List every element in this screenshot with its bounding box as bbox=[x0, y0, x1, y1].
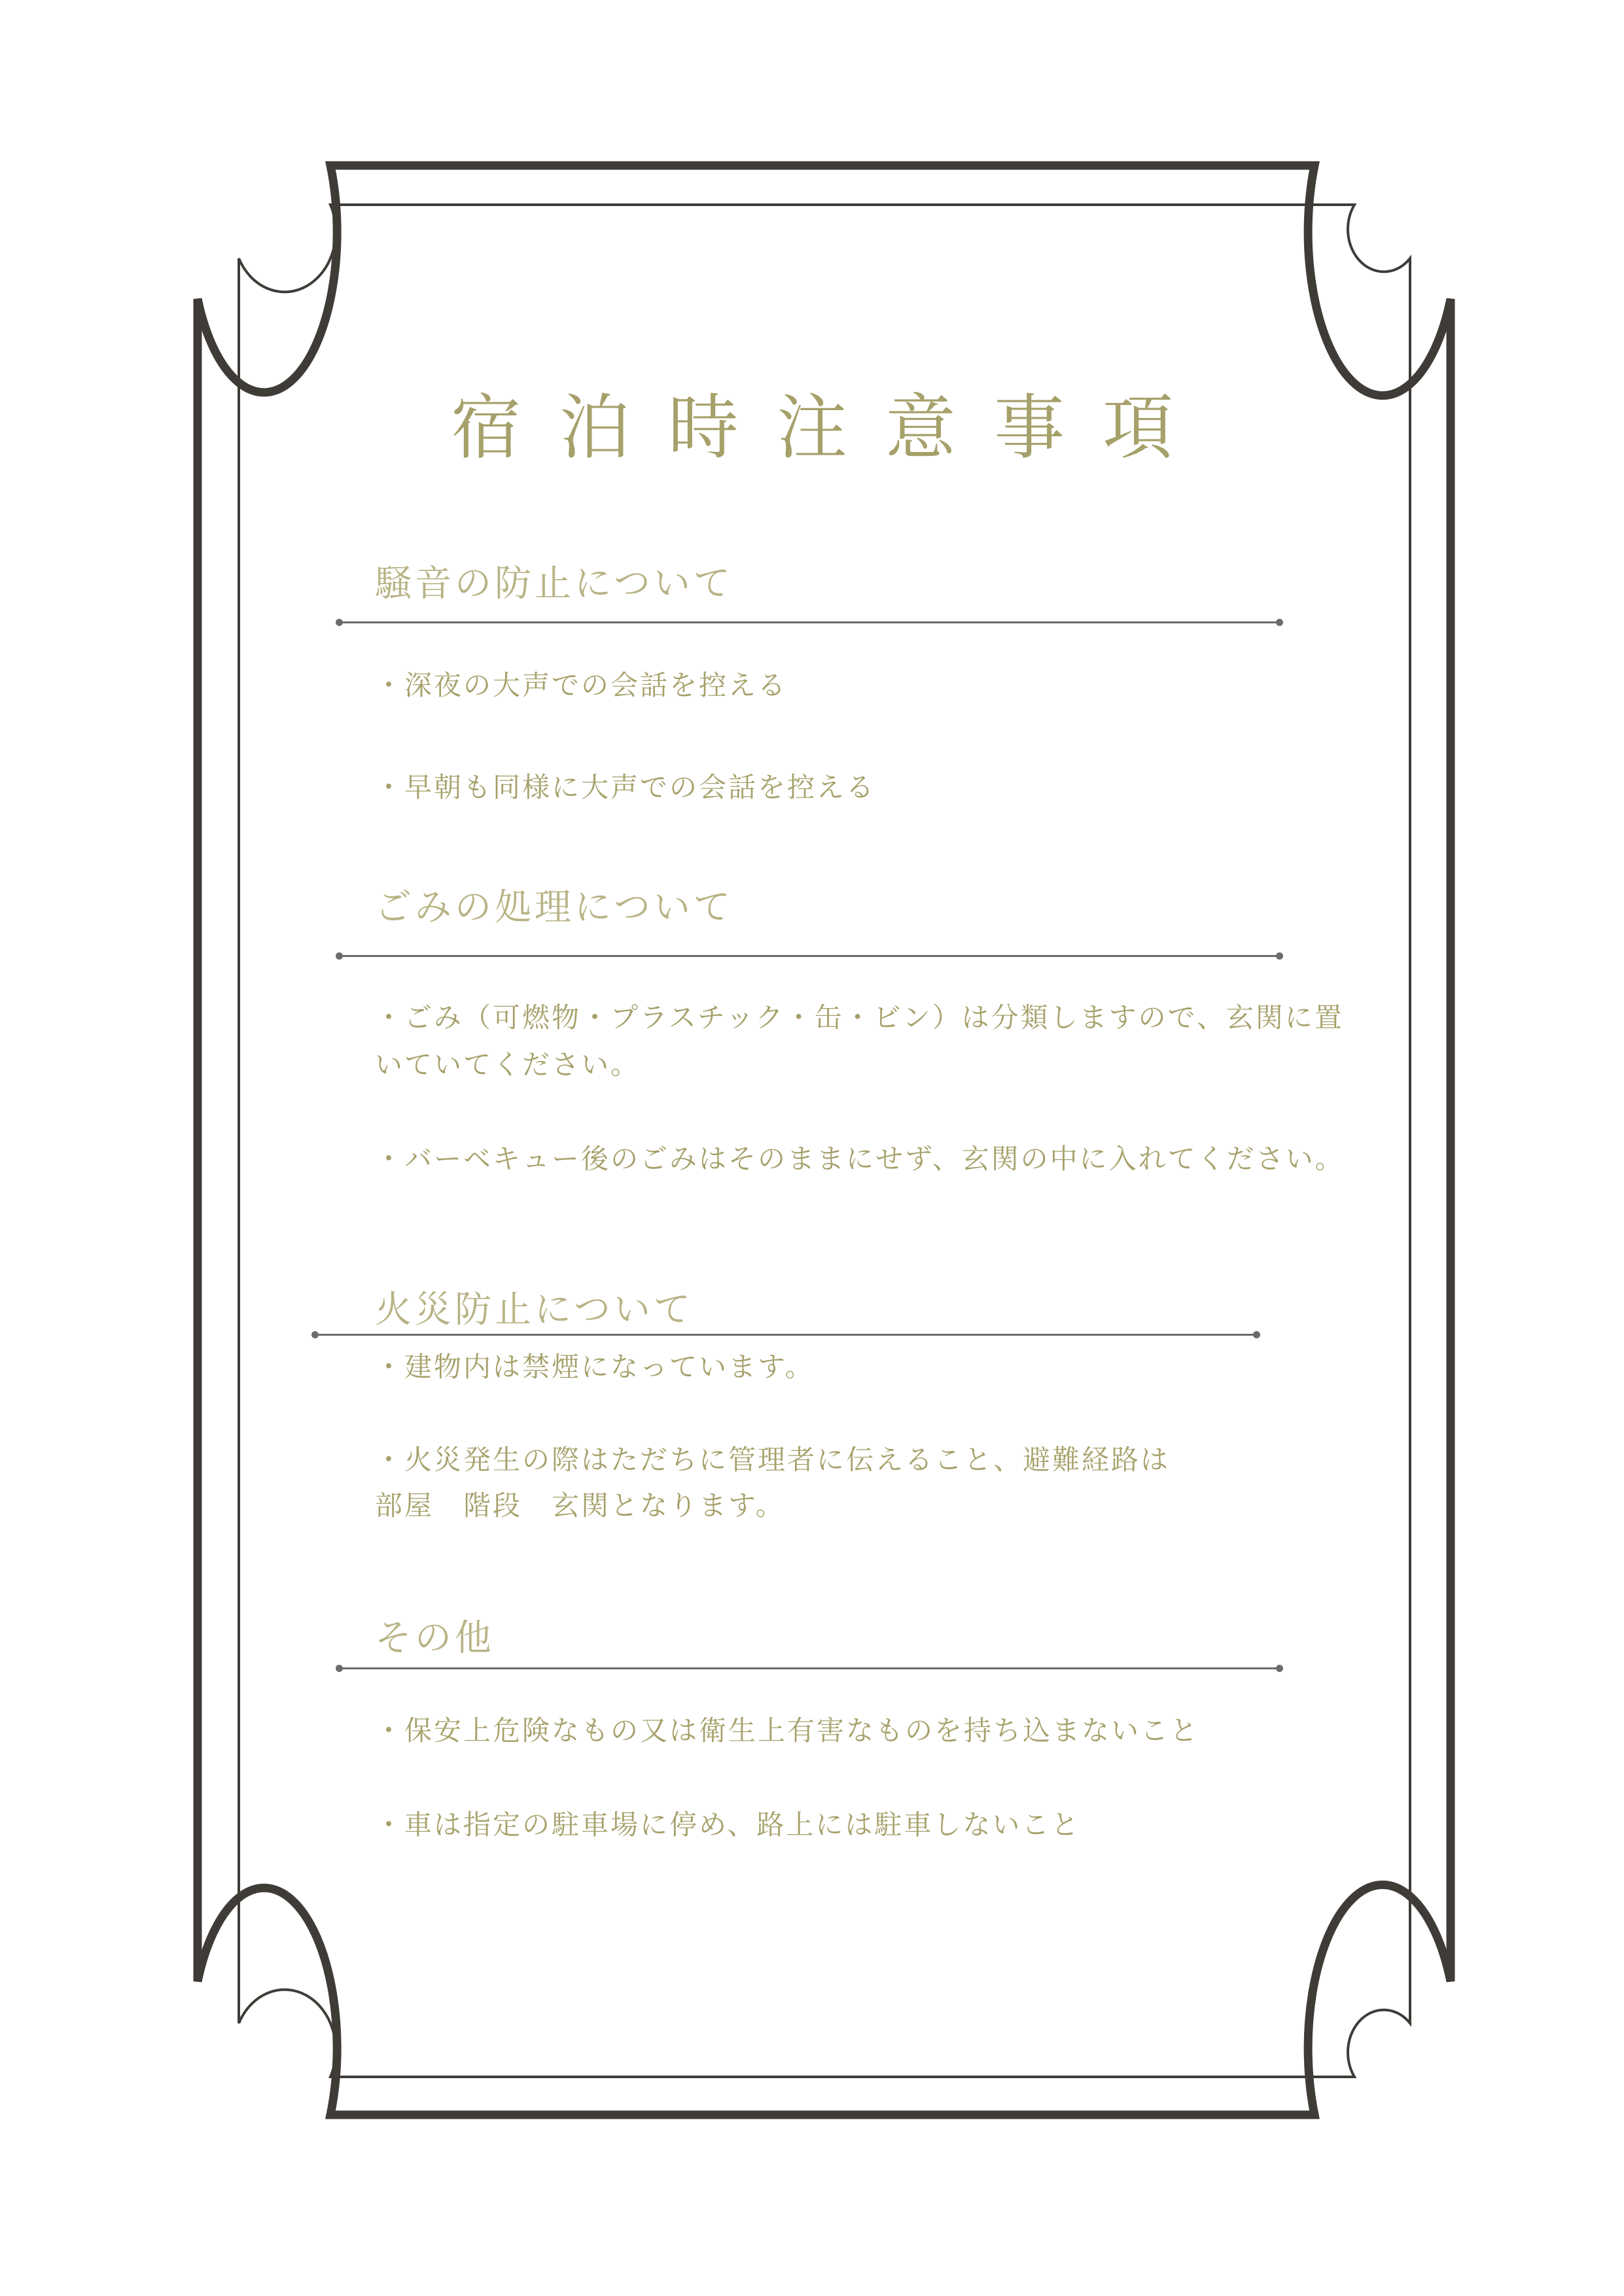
section-heading-other: その他 bbox=[375, 1617, 495, 1660]
section-divider bbox=[339, 1667, 1280, 1669]
list-item: いていてください。 bbox=[375, 1049, 641, 1081]
list-item: ・深夜の大声での会話を控える bbox=[375, 669, 788, 701]
list-item: ・ごみ（可燃物・プラスチック・缶・ビン）は分類しますので、玄関に置 bbox=[375, 1001, 1344, 1034]
section-divider bbox=[315, 1334, 1257, 1336]
list-item: ・車は指定の駐車場に停め、路上には駐車しないこと bbox=[375, 1809, 1081, 1841]
section-divider bbox=[339, 955, 1280, 957]
list-item: 部屋 階段 玄関となります。 bbox=[375, 1489, 785, 1522]
list-item: ・バーベキュー後のごみはそのままにせず、玄関の中に入れてください。 bbox=[375, 1143, 1345, 1175]
section-heading-garbage: ごみの処理について bbox=[375, 886, 733, 929]
section-divider bbox=[339, 621, 1280, 623]
list-item: ・保安上危険なもの又は衛生上有害なものを持ち込まないこと bbox=[375, 1714, 1200, 1747]
section-heading-noise: 騒音の防止について bbox=[375, 563, 733, 605]
list-item: ・早朝も同様に大声での会話を控える bbox=[375, 771, 876, 803]
list-item: ・建物内は禁煙になっています。 bbox=[375, 1351, 815, 1383]
page-title: 宿泊時注意事項 bbox=[450, 387, 1211, 469]
section-heading-fire: 火災防止について bbox=[375, 1289, 694, 1331]
list-item: ・火災発生の際はただちに管理者に伝えること、避難経路は bbox=[375, 1444, 1171, 1476]
